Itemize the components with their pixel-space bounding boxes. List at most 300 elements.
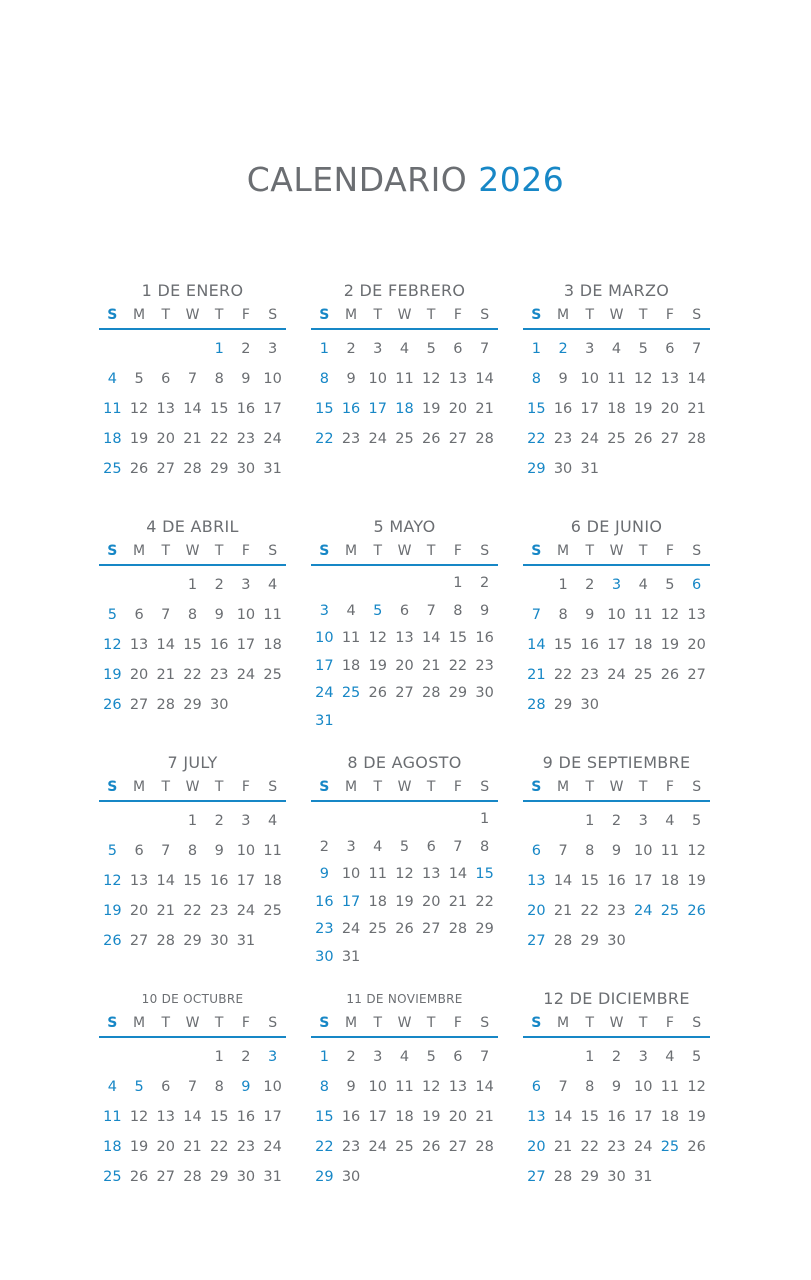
day-cell: 17: [607, 637, 626, 653]
day-cell: 24: [633, 1139, 653, 1155]
day-cell: 20: [527, 903, 546, 919]
day-cell: 25: [660, 1139, 680, 1155]
day-cell: 3: [241, 577, 251, 593]
day-cell: 10: [633, 1079, 653, 1095]
day-cell: 27: [527, 933, 546, 949]
day-cell: 25: [103, 461, 122, 477]
day-cell: 24: [580, 431, 599, 447]
day-cell: 10: [607, 607, 626, 623]
day-cell: 21: [687, 401, 706, 417]
empty-cell: [99, 1042, 126, 1072]
day-cell: 10: [263, 371, 282, 387]
day-cell: 28: [527, 697, 546, 713]
weekday-label: T: [161, 543, 171, 559]
day-cell: 9: [241, 371, 251, 387]
day-cell: 16: [607, 1109, 626, 1125]
day-cell: 24: [341, 921, 361, 937]
day-cell: 12: [368, 630, 387, 646]
day-cell: 23: [580, 667, 599, 683]
weekday-label: M: [133, 543, 146, 559]
day-cell: 10: [341, 866, 361, 882]
day-cell: 19: [687, 873, 706, 889]
day-cell: 30: [580, 697, 599, 713]
month-title: 11 DE NOVIEMBRE: [346, 992, 463, 1006]
day-cell: 12: [103, 873, 122, 889]
day-cell: 23: [607, 1139, 626, 1155]
day-cell: 17: [263, 401, 282, 417]
day-cell: 16: [209, 873, 229, 889]
day-cell: 14: [475, 371, 494, 387]
day-cell: 27: [448, 431, 468, 447]
day-cell: 7: [453, 838, 463, 855]
weekday-label: T: [214, 307, 224, 323]
day-cell: 16: [315, 893, 334, 910]
day-cell: 26: [687, 1139, 706, 1155]
day-cell: 21: [421, 657, 441, 674]
day-cell: 2: [346, 1049, 356, 1065]
day-cell: 23: [553, 431, 573, 447]
day-cell: 19: [129, 1139, 149, 1155]
day-cell: 29: [183, 697, 202, 713]
day-cell: 3: [638, 813, 648, 829]
day-cell: 18: [103, 1139, 122, 1155]
day-cell: 13: [527, 1109, 546, 1125]
day-cell: 23: [236, 431, 256, 447]
day-cell: 14: [421, 630, 441, 646]
day-cell: 20: [660, 401, 680, 417]
day-cell: 27: [687, 667, 706, 683]
weekday-label: F: [453, 307, 462, 323]
day-cell: 28: [156, 697, 175, 713]
days-grid: [523, 1042, 710, 1192]
day-cell: 2: [585, 577, 595, 593]
month-title: 2 DE FEBRERO: [343, 281, 466, 300]
day-cell: 25: [368, 921, 387, 937]
day-cell: 8: [480, 838, 490, 855]
day-cell: 9: [346, 371, 356, 387]
day-cell: 16: [553, 401, 573, 417]
empty-cell: [391, 570, 418, 598]
weekday-label: S: [480, 1015, 490, 1031]
empty-cell: [152, 806, 179, 836]
day-cell: 28: [687, 431, 706, 447]
day-cell: 28: [183, 461, 202, 477]
day-cell: 14: [448, 866, 468, 882]
day-cell: 27: [129, 697, 149, 713]
empty-cell: [126, 570, 153, 600]
day-cell: 22: [315, 431, 334, 447]
day-cell: 11: [263, 843, 282, 859]
day-cell: 21: [553, 1139, 573, 1155]
day-cell: 18: [395, 401, 414, 417]
day-cell: 17: [580, 401, 599, 417]
day-cell: 6: [453, 341, 463, 357]
weekday-label: F: [453, 1015, 462, 1031]
day-cell: 17: [263, 1109, 282, 1125]
day-cell: 27: [156, 1169, 175, 1185]
day-cell: 21: [475, 1109, 494, 1125]
day-cell: 6: [426, 838, 436, 855]
day-cell: 20: [129, 667, 149, 683]
day-cell: 22: [448, 657, 468, 674]
day-cell: 4: [665, 1049, 675, 1065]
empty-cell: [523, 570, 550, 600]
day-cell: 25: [395, 431, 414, 447]
weekday-label: F: [665, 1015, 674, 1031]
day-cell: 16: [580, 637, 599, 653]
day-cell: 13: [527, 873, 546, 889]
weekday-label: T: [426, 1015, 436, 1031]
month-block: [311, 280, 498, 516]
weekday-header: [311, 774, 498, 802]
day-cell: 13: [687, 607, 706, 623]
weekday-label: S: [268, 779, 278, 795]
day-cell: 8: [319, 371, 329, 387]
day-cell: 29: [527, 461, 546, 477]
day-cell: 12: [421, 1079, 441, 1095]
day-cell: 14: [527, 637, 546, 653]
weekday-label: M: [133, 307, 146, 323]
weekday-label: F: [453, 779, 462, 795]
day-cell: 5: [692, 813, 702, 829]
day-cell: 3: [611, 577, 622, 593]
day-cell: 30: [209, 933, 229, 949]
weekday-label: W: [185, 307, 200, 323]
day-cell: 7: [480, 1049, 490, 1065]
days-grid: [99, 570, 286, 720]
day-cell: 10: [236, 843, 256, 859]
day-cell: 18: [607, 401, 626, 417]
day-cell: 12: [129, 1109, 149, 1125]
day-cell: 19: [103, 903, 122, 919]
weekday-label: S: [480, 307, 490, 323]
day-cell: 21: [475, 401, 494, 417]
weekday-label: M: [557, 543, 570, 559]
day-cell: 11: [607, 371, 626, 387]
day-cell: 18: [263, 873, 282, 889]
day-cell: 3: [241, 813, 251, 829]
weekday-label: M: [133, 1015, 146, 1031]
empty-cell: [550, 806, 577, 836]
day-cell: 19: [368, 657, 387, 674]
weekday-label: W: [185, 1015, 200, 1031]
day-cell: 2: [241, 1049, 251, 1065]
day-cell: 24: [236, 667, 256, 683]
day-cell: 5: [134, 1079, 144, 1095]
weekday-label: F: [453, 543, 462, 559]
day-cell: 17: [368, 401, 387, 417]
weekday-label: W: [185, 779, 200, 795]
day-cell: 30: [475, 685, 494, 701]
empty-cell: [338, 806, 365, 834]
day-cell: 12: [687, 843, 706, 859]
day-cell: 22: [183, 903, 202, 919]
day-cell: 30: [607, 933, 626, 949]
day-cell: 25: [103, 1169, 122, 1185]
day-cell: 18: [660, 1109, 680, 1125]
day-cell: 9: [346, 1079, 356, 1095]
day-cell: 16: [209, 637, 229, 653]
weekday-label: S: [531, 543, 542, 559]
day-cell: 17: [315, 657, 334, 674]
weekday-label: W: [397, 307, 412, 323]
day-cell: 25: [660, 903, 680, 919]
weekday-label: T: [638, 307, 648, 323]
empty-cell: [364, 570, 391, 598]
day-cell: 30: [553, 461, 573, 477]
day-cell: 5: [373, 602, 383, 619]
weekday-label: M: [345, 307, 358, 323]
empty-cell: [99, 570, 126, 600]
day-cell: 29: [183, 933, 202, 949]
weekday-label: S: [480, 779, 490, 795]
day-cell: 21: [527, 667, 546, 683]
month-block: [99, 752, 286, 988]
day-cell: 2: [346, 341, 356, 357]
day-cell: 27: [527, 1169, 546, 1185]
day-cell: 18: [103, 431, 122, 447]
weekday-label: T: [373, 307, 383, 323]
weekday-label: S: [319, 543, 330, 559]
day-cell: 26: [129, 461, 149, 477]
day-cell: 7: [161, 607, 171, 623]
day-cell: 22: [315, 1139, 334, 1155]
day-cell: 15: [183, 873, 202, 889]
day-cell: 8: [531, 371, 541, 387]
weekday-label: T: [161, 1015, 171, 1031]
weekday-label: W: [609, 543, 624, 559]
day-cell: 13: [448, 1079, 468, 1095]
day-cell: 2: [480, 575, 490, 591]
day-cell: 7: [161, 843, 171, 859]
day-cell: 1: [585, 1049, 595, 1065]
day-cell: 6: [161, 1079, 171, 1095]
day-cell: 19: [633, 401, 653, 417]
month-title: 8 DE AGOSTO: [347, 753, 462, 772]
day-cell: 22: [553, 667, 573, 683]
day-cell: 21: [156, 903, 175, 919]
days-grid: [523, 334, 710, 484]
day-cell: 5: [107, 607, 117, 623]
weekday-header: [99, 538, 286, 566]
weekday-label: S: [692, 307, 702, 323]
days-grid: [99, 334, 286, 484]
day-cell: 31: [315, 712, 334, 729]
day-cell: 14: [553, 873, 573, 889]
empty-cell: [311, 806, 338, 834]
day-cell: 4: [346, 602, 356, 619]
day-cell: 23: [236, 1139, 256, 1155]
day-cell: 30: [209, 697, 229, 713]
weekday-label: F: [241, 1015, 250, 1031]
day-cell: 2: [214, 577, 224, 593]
day-cell: 31: [263, 461, 282, 477]
day-cell: 28: [475, 1139, 494, 1155]
day-cell: 13: [156, 1109, 175, 1125]
weekday-label: S: [107, 1015, 118, 1031]
day-cell: 21: [156, 667, 175, 683]
day-cell: 1: [558, 577, 568, 593]
day-cell: 9: [241, 1079, 251, 1095]
day-cell: 18: [341, 657, 361, 674]
day-cell: 23: [607, 903, 626, 919]
weekday-label: T: [585, 779, 595, 795]
weekday-label: T: [373, 1015, 383, 1031]
day-cell: 6: [665, 341, 675, 357]
day-cell: 26: [660, 667, 680, 683]
day-cell: 3: [319, 602, 329, 619]
weekday-label: M: [345, 1015, 358, 1031]
day-cell: 21: [183, 1139, 202, 1155]
day-cell: 7: [426, 602, 436, 619]
weekday-label: W: [397, 779, 412, 795]
day-cell: 14: [475, 1079, 494, 1095]
day-cell: 19: [395, 893, 414, 910]
day-cell: 2: [558, 341, 568, 357]
day-cell: 16: [475, 630, 494, 646]
weekday-label: W: [185, 543, 200, 559]
month-block: [523, 988, 710, 1224]
empty-cell: [99, 806, 126, 836]
day-cell: 18: [395, 1109, 414, 1125]
weekday-label: S: [319, 307, 330, 323]
weekday-label: T: [638, 1015, 648, 1031]
day-cell: 8: [585, 1079, 595, 1095]
weekday-label: T: [585, 1015, 595, 1031]
day-cell: 4: [107, 371, 117, 387]
day-cell: 24: [368, 1139, 387, 1155]
day-cell: 6: [531, 843, 541, 859]
day-cell: 20: [687, 637, 706, 653]
day-cell: 5: [134, 371, 144, 387]
day-cell: 14: [156, 637, 175, 653]
weekday-label: W: [397, 1015, 412, 1031]
day-cell: 27: [660, 431, 680, 447]
day-cell: 20: [421, 893, 441, 910]
day-cell: 22: [527, 431, 546, 447]
weekday-label: S: [107, 307, 118, 323]
day-cell: 9: [480, 602, 490, 619]
days-grid: [99, 806, 286, 956]
day-cell: 27: [421, 921, 441, 937]
weekday-label: S: [319, 779, 330, 795]
day-cell: 3: [373, 341, 383, 357]
month-block: [311, 516, 498, 752]
day-cell: 3: [638, 1049, 648, 1065]
day-cell: 31: [633, 1169, 653, 1185]
day-cell: 10: [263, 1079, 282, 1095]
day-cell: 3: [268, 1049, 278, 1065]
day-cell: 28: [475, 431, 494, 447]
weekday-label: T: [214, 1015, 224, 1031]
page-title: [0, 160, 811, 199]
weekday-label: S: [107, 543, 118, 559]
day-cell: 7: [692, 341, 702, 357]
day-cell: 10: [580, 371, 599, 387]
month-title: 12 DE DICIEMBRE: [543, 989, 690, 1008]
day-cell: 6: [692, 577, 702, 593]
day-cell: 12: [660, 607, 680, 623]
weekday-label: M: [557, 307, 570, 323]
day-cell: 3: [346, 838, 356, 855]
days-grid: [99, 1042, 286, 1192]
month-block: [99, 516, 286, 752]
empty-cell: [126, 806, 153, 836]
day-cell: 6: [453, 1049, 463, 1065]
empty-cell: [126, 334, 153, 364]
day-cell: 30: [315, 948, 334, 965]
day-cell: 28: [183, 1169, 202, 1185]
day-cell: 23: [475, 657, 494, 674]
weekday-label: T: [426, 543, 436, 559]
weekday-label: M: [557, 779, 570, 795]
empty-cell: [338, 570, 365, 598]
day-cell: 11: [395, 1079, 414, 1095]
day-cell: 7: [558, 843, 568, 859]
day-cell: 18: [633, 637, 653, 653]
day-cell: 26: [129, 1169, 149, 1185]
day-cell: 30: [236, 1169, 256, 1185]
weekday-label: T: [161, 307, 171, 323]
day-cell: 20: [156, 1139, 175, 1155]
day-cell: 24: [633, 903, 653, 919]
weekday-label: M: [557, 1015, 570, 1031]
day-cell: 15: [580, 1109, 599, 1125]
day-cell: 24: [607, 667, 626, 683]
day-cell: 15: [209, 1109, 229, 1125]
month-title: 9 DE SEPTIEMBRE: [542, 753, 691, 772]
weekday-label: S: [268, 307, 278, 323]
day-cell: 13: [660, 371, 680, 387]
day-cell: 27: [448, 1139, 468, 1155]
day-cell: 16: [236, 1109, 256, 1125]
day-cell: 28: [553, 1169, 573, 1185]
day-cell: 20: [448, 401, 468, 417]
day-cell: 11: [103, 1109, 122, 1125]
day-cell: 10: [315, 630, 334, 646]
day-cell: 19: [687, 1109, 706, 1125]
day-cell: 21: [448, 893, 468, 910]
day-cell: 21: [183, 431, 202, 447]
day-cell: 24: [368, 431, 387, 447]
day-cell: 29: [448, 685, 468, 701]
month-title: 6 DE JUNIO: [570, 517, 663, 536]
day-cell: 1: [214, 341, 224, 357]
day-cell: 28: [448, 921, 468, 937]
day-cell: 20: [395, 657, 414, 674]
day-cell: 13: [156, 401, 175, 417]
day-cell: 29: [580, 933, 599, 949]
day-cell: 15: [475, 866, 494, 882]
day-cell: 8: [214, 1079, 224, 1095]
empty-cell: [99, 334, 126, 364]
weekday-label: S: [531, 779, 542, 795]
day-cell: 27: [129, 933, 149, 949]
weekday-header: [99, 774, 286, 802]
day-cell: 26: [421, 1139, 441, 1155]
day-cell: 3: [373, 1049, 383, 1065]
day-cell: 13: [421, 866, 441, 882]
day-cell: 20: [527, 1139, 546, 1155]
day-cell: 22: [209, 431, 229, 447]
day-cell: 11: [263, 607, 282, 623]
day-cell: 20: [129, 903, 149, 919]
day-cell: 10: [368, 1079, 387, 1095]
day-cell: 5: [426, 1049, 436, 1065]
weekday-header: [523, 774, 710, 802]
day-cell: 4: [268, 577, 278, 593]
day-cell: 26: [368, 685, 387, 701]
